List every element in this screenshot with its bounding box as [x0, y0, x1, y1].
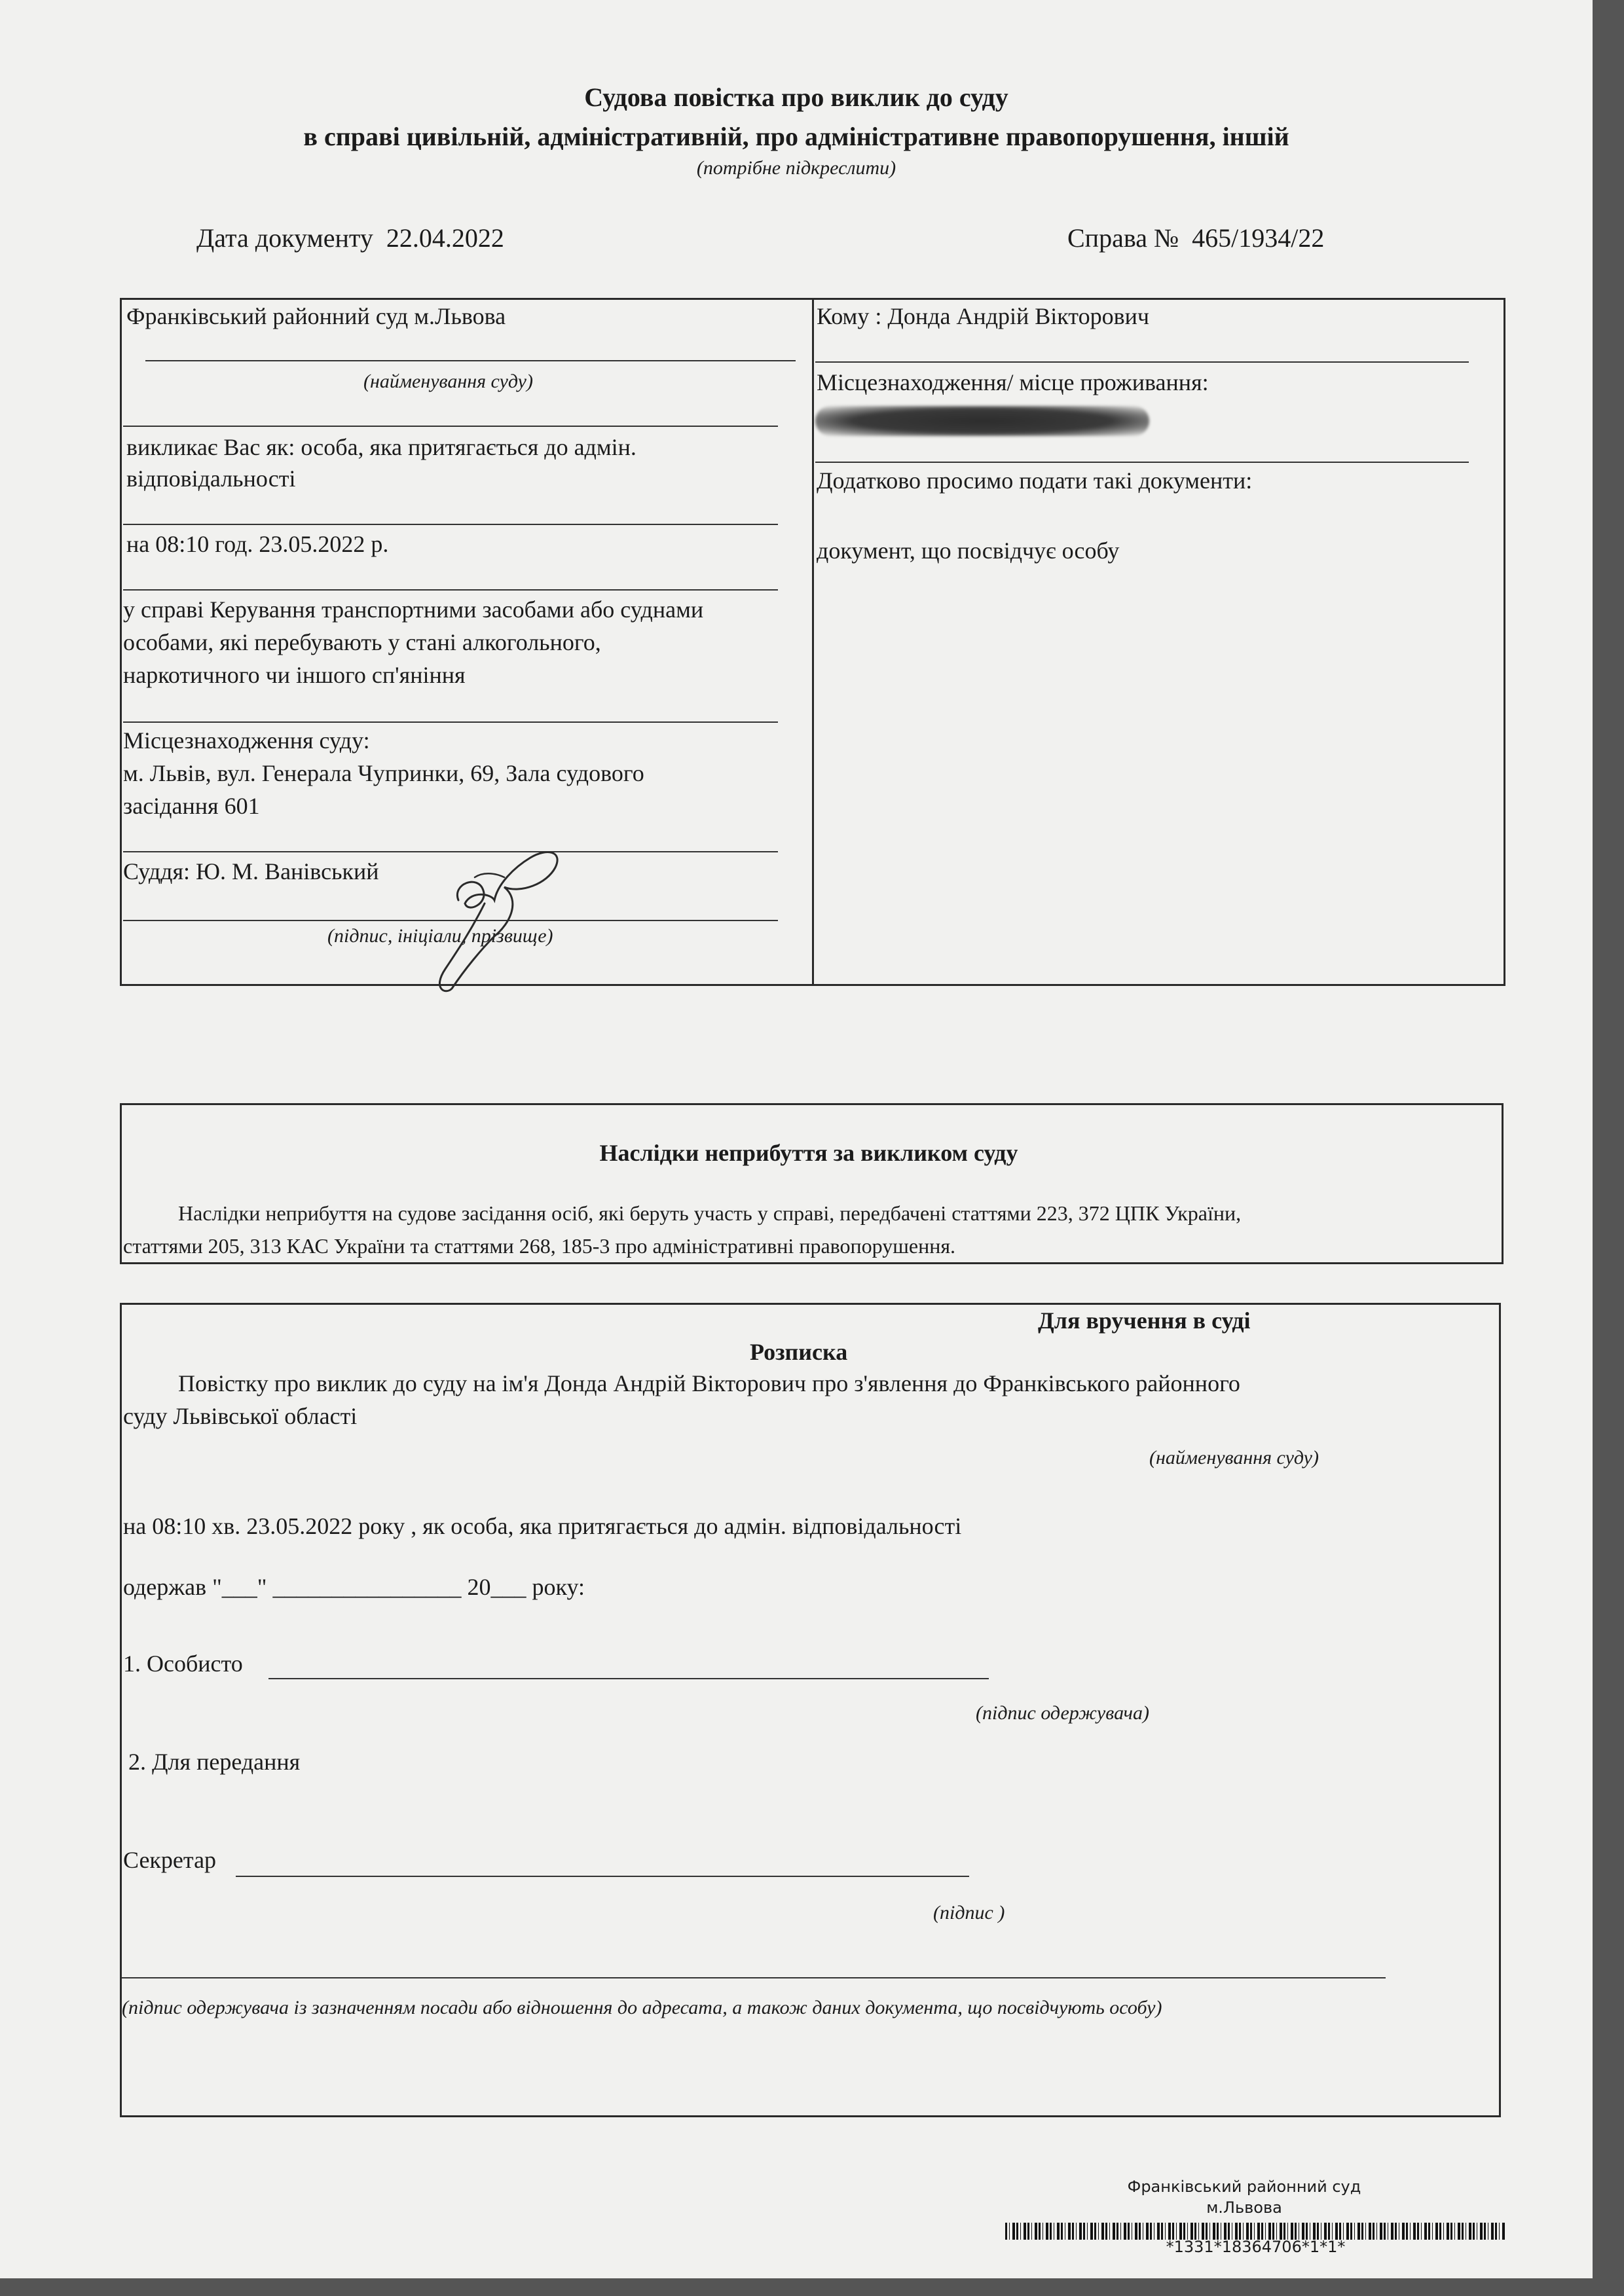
court-location-line1: м. Львів, вул. Генерала Чупринки, 69, Зала судового [123, 760, 644, 786]
role-topline [123, 426, 778, 427]
signature-caption: (підпис, ініціали, прізвище) [327, 925, 553, 947]
personal-caption: (підпис одержувача) [976, 1702, 1149, 1724]
role-line2: відповідальності [126, 465, 296, 492]
footer-court-line2: м.Львова [1206, 2198, 1282, 2217]
doc-date-label: Дата документу [196, 223, 373, 253]
court-location-line2: засідання 601 [123, 793, 260, 819]
personal-signature-line [268, 1678, 989, 1679]
case-number: 465/1934/22 [1192, 223, 1325, 253]
residence-label: Місцезнаходження/ місце проживання: [817, 369, 1209, 395]
doc-date: 22.04.2022 [386, 223, 504, 253]
court-underline [145, 360, 796, 361]
judge-name: Суддя: Ю. М. Ванівський [123, 858, 379, 884]
consequences-line2: статтями 205, 313 КАС України та статтями 268, 185-3 про адміністративні правопорушення. [123, 1234, 956, 1258]
doc-date-row [196, 223, 504, 253]
hearing-time: на 08:10 год. 23.05.2022 р. [126, 531, 389, 557]
received-date-line: одержав "___" ________________ 20___ року: [123, 1574, 585, 1600]
bottom-signature-line [122, 1977, 1386, 1978]
redacted-address [815, 406, 1149, 436]
consequences-line1: Наслідки неприбуття на судове засідання осіб, які беруть участь у справі, передбачені статтями 223, 372 ЦПК України, [178, 1201, 1242, 1225]
case-topline [123, 589, 778, 591]
consequences-title: Наслідки неприбуття за викликом суду [599, 1140, 1018, 1166]
case-number-row [1067, 223, 1324, 253]
docs-label: Додатково просимо подати такі документи: [817, 467, 1253, 494]
case-label: Справа № [1067, 223, 1179, 253]
recipient-name: Кому : Донда Андрій Вікторович [817, 303, 1149, 329]
for-court-label: Для вручення в суді [1038, 1307, 1251, 1334]
receipt-time-line: на 08:10 хв. 23.05.2022 року , як особа, яка притягається до адмін. відповідальності [123, 1513, 962, 1539]
case-subject-line2: особами, які перебувають у стані алкогольного, [123, 629, 601, 655]
barcode-text: *1331*18364706*1*1* [1166, 2238, 1346, 2256]
receipt-line1: Повістку про виклик до суду на ім'я Донда Андрій Вікторович про з'явлення до Франківського районного [178, 1370, 1240, 1396]
personal-label: 1. Особисто [123, 1650, 243, 1677]
case-subject-line3: наркотичного чи іншого сп'яніння [123, 662, 466, 688]
court-caption: (найменування суду) [363, 371, 533, 392]
document-subtitle: в справі цивільній, адміністративній, про адміністративне правопорушення, іншій [303, 122, 1289, 151]
receipt-title: Розписка [750, 1339, 848, 1365]
summons-divider [812, 298, 814, 984]
docs-value: документ, що посвідчує особу [817, 538, 1120, 564]
recipient-underline [815, 361, 1469, 363]
time-topline [123, 524, 778, 525]
location-topline [123, 721, 778, 723]
secretary-caption: (підпис ) [933, 1902, 1005, 1923]
role-line1: викликає Вас як: особа, яка притягається до адмін. [126, 434, 637, 460]
receipt-court-caption: (найменування суду) [1149, 1447, 1319, 1468]
receipt-line2: суду Львівської області [123, 1403, 358, 1429]
court-name: Франківський районний суд м.Львова [126, 303, 506, 329]
bottom-caption: (підпис одержувача із зазначенням посади або відношення до адресата, а також даних документа, що посвідчують особу) [122, 1997, 1162, 2018]
footer-court-line1: Франківський районний суд [1127, 2178, 1361, 2196]
case-subject-line1: у справі Керування транспортними засобами або суднами [123, 596, 704, 623]
residence-underline [815, 462, 1469, 463]
court-location-label: Місцезнаходження суду: [123, 727, 370, 754]
judge-signature-icon [406, 838, 576, 995]
transfer-label: 2. Для передання [128, 1749, 301, 1775]
document-title: Судова повістка про виклик до суду [584, 82, 1008, 112]
secretary-signature-line [236, 1876, 969, 1877]
secretary-label: Секретар [123, 1847, 217, 1873]
underline-hint: (потрібне підкреслити) [696, 157, 896, 179]
